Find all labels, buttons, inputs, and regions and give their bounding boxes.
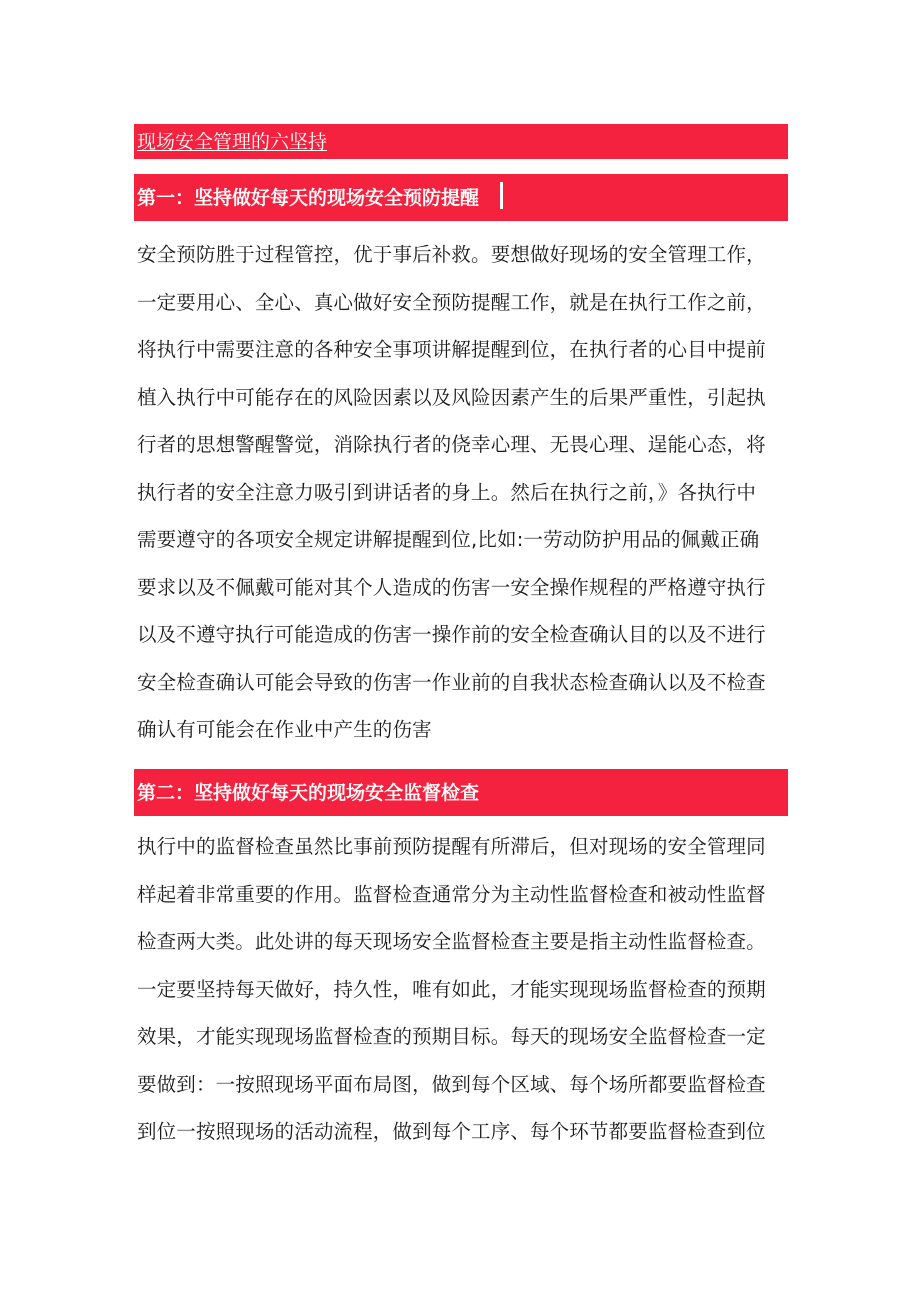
section-2-body: [137, 823, 787, 1156]
section-1-line: 行者的思想警醒警觉，消除执行者的侥幸心理、无畏心理、逞能心态，将: [137, 433, 766, 456]
section-2-line: 到位一按照现场的活动流程，做到每个工序、每个环节都要监督检查到位: [137, 1120, 766, 1143]
section-2-heading: 第二：坚持做好每天的现场安全监督检查: [137, 782, 480, 804]
section-1-line: 要求以及不佩戴可能对其个人造成的伤害一安全操作规程的严格遵守执行: [137, 575, 766, 599]
section-1-line: 安全预防胜于过程管控，优于事后补救。要想做好现场的安全管理工作，: [137, 243, 766, 266]
section-1-line: 确认有可能会在作业中产生的伤害: [137, 718, 432, 741]
section-1-line: 以及不遵守执行可能造成的伤害一操作前的安全检查确认目的以及不进行: [137, 623, 766, 646]
section-1-line: 一定要用心、全心、真心做好安全预防提醒工作，就是在执行工作之前，: [137, 290, 766, 314]
section-1-line: 植入执行中可能存在的风险因素以及风险因素产生的后果严重性，引起执: [137, 385, 766, 409]
section-1-line: 将执行中需要注意的各种安全事项讲解提醒到位，在执行者的心目中提前: [137, 338, 766, 361]
section-1-line: 执行者的安全注意力吸引到讲话者的身上。然后在执行之前，》各执行中: [137, 480, 757, 504]
section-2-heading-bar: [134, 769, 788, 816]
section-1-body: [137, 231, 787, 754]
section-2-line: 执行中的监督检查虽然比事前预防提醒有所滞后，但对现场的安全管理同: [137, 835, 766, 858]
document-title: 现场安全管理的六坚持: [137, 131, 328, 153]
section-2-line: 要做到：一按照现场平面布局图，做到每个区域、每个场所都要监督检查: [137, 1072, 766, 1096]
section-1-line: 安全检查确认可能会导致的伤害一作业前的自我状态检查确认以及不检查: [137, 670, 766, 694]
document-title-bar: [134, 124, 788, 159]
section-2-line: 样起着非常重要的作用。监督检查通常分为主动性监督检查和被动性监督: [137, 882, 766, 906]
section-2-line: 效果，才能实现现场监督检查的预期目标。每天的现场安全监督检查一定: [137, 1025, 766, 1048]
section-2-line: 检查两大类。此处讲的每天现场安全监督检查主要是指主动性监督检查。: [137, 930, 766, 953]
section-2-line: 一定要坚持每天做好，持久性，唯有如此，才能实现现场监督检查的预期: [137, 977, 766, 1001]
text-cursor: [500, 182, 503, 209]
section-1-heading-bar: [134, 174, 788, 221]
section-1-line: 需要遵守的各项安全规定讲解提醒到位,比如:一劳动防护用品的佩戴正确: [137, 528, 760, 551]
section-1-heading: 第一：坚持做好每天的现场安全预防提醒: [137, 187, 480, 209]
